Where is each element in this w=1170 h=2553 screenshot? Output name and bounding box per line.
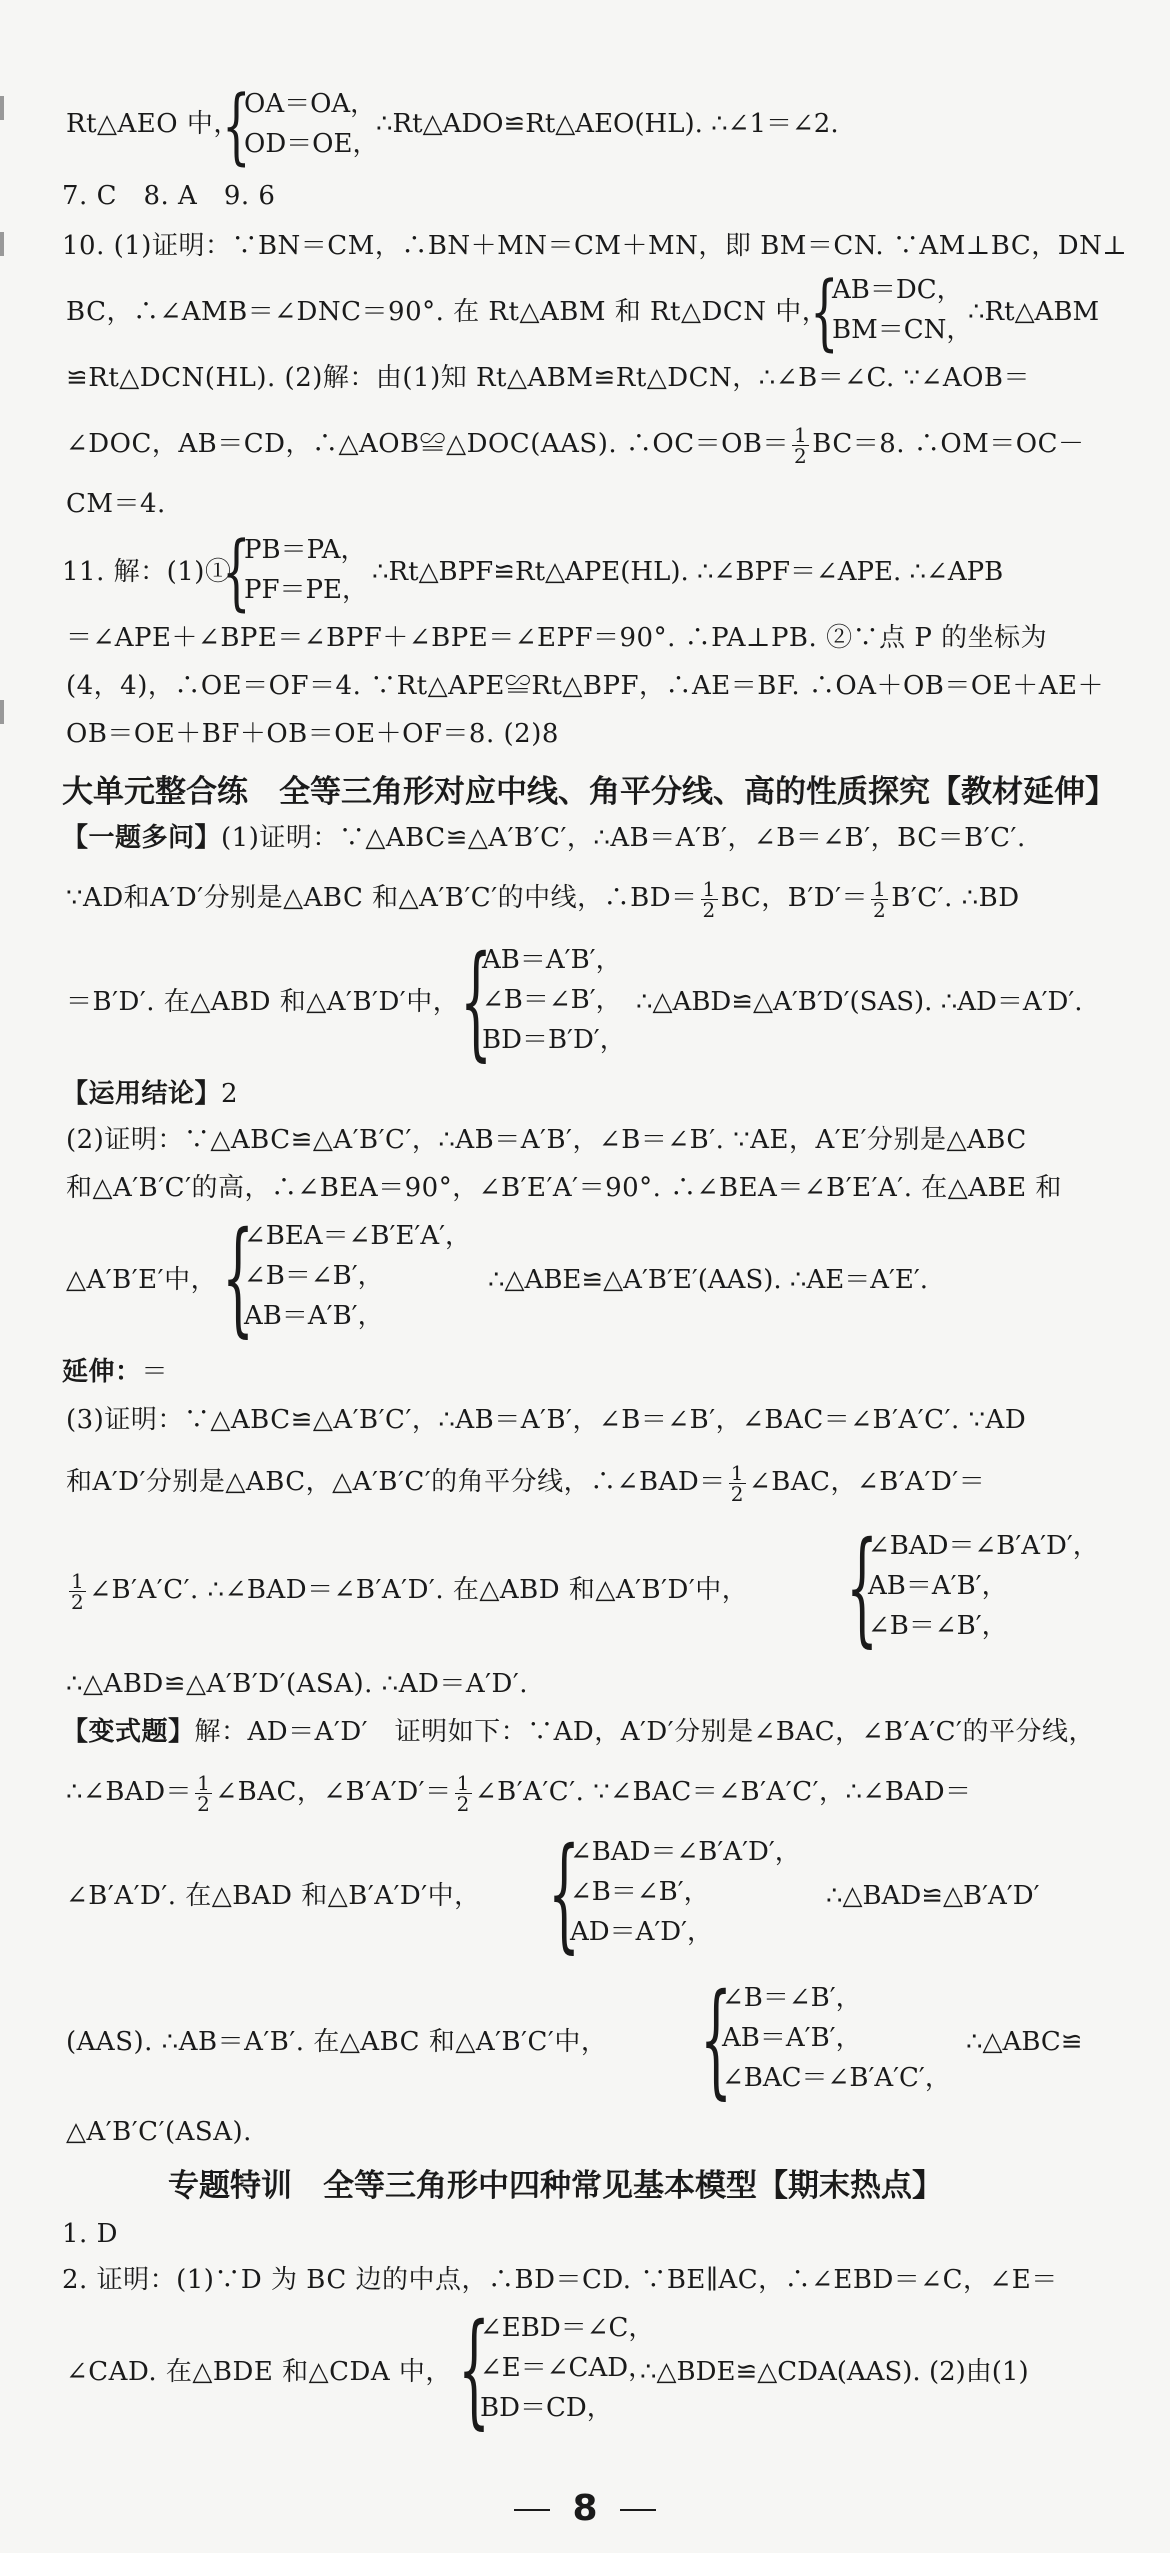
- system-row: OD＝OE，: [244, 129, 379, 159]
- system-row: ∠EBD＝∠C，: [480, 2313, 655, 2343]
- answer-line: 【一题多问】(1)证明：∵△ABC≌△A′B′C′，∴AB＝A′B′，∠B＝∠B′，BC＝B′C′.: [62, 823, 1026, 853]
- answer-line: ∴△ABE≌△A′B′E′(AAS). ∴AE＝A′E′.: [488, 1265, 929, 1295]
- answer-line: ＝∠APE＋∠BPE＝∠BPF＋∠BPE＝∠EPF＝90°. ∴PA⊥PB. ②∵点 P 的坐标为: [66, 623, 1048, 653]
- answer-line: ∠DOC，AB＝CD，∴△AOB≌△DOC(AAS). ∴OC＝OB＝ $\frac{1}{2}$ BC＝8. ∴OM＝OC－: [66, 422, 1085, 468]
- answer-line: 11. 解：(1)①: [62, 557, 232, 587]
- answer-line: 和A′D′分别是△ABC，△A′B′C′的角平分线，∴∠BAD＝ $\frac{1}{2}$ ∠BAC，∠B′A′D′＝: [66, 1460, 986, 1506]
- system-row: ∠BAC＝∠B′A′C′，: [722, 2063, 951, 2093]
- fraction: $\frac{1}{2}$: [730, 1460, 744, 1506]
- answer-line: BC，∴∠AMB＝∠DNC＝90°. 在 Rt△ABM 和 Rt△DCN 中，: [66, 297, 829, 327]
- section-heading: 大单元整合练 全等三角形对应中线、角平分线、高的性质探究【教材延伸】: [62, 774, 1116, 810]
- system-row: PB＝PA，: [244, 535, 367, 565]
- answer-line: ∴△BAD≌△B′A′D′: [826, 1881, 1040, 1911]
- system-row: AB＝A′B′，: [868, 1571, 1008, 1601]
- answer-line: OB＝OE＋BF＋OB＝OE＋OF＝8. (2)8: [66, 719, 559, 749]
- answer-line: ∴△ABD≌△A′B′D′(ASA). ∴AD＝A′D′.: [66, 1669, 529, 1699]
- system-row: ∠E＝∠CAD，: [480, 2353, 655, 2383]
- answer-line: 【运用结论】2: [62, 1079, 239, 1109]
- answer-line: ∠CAD. 在△BDE 和△CDA 中，: [66, 2357, 452, 2387]
- system-row: AB＝A′B′，: [482, 945, 622, 975]
- system-row: ∠B＝∠B′，: [570, 1877, 710, 1907]
- system-row: AB＝A′B′，: [244, 1301, 384, 1331]
- page-edge-mark: [0, 232, 4, 256]
- answer-line: ∴∠BAD＝ $\frac{1}{2}$ ∠BAC，∠B′A′D′＝ $\frac{1}{2}$ ∠B′A′C′. ∵∠BAC＝∠B′A′C′，∴∠BAD＝: [66, 1770, 972, 1816]
- fraction: $\frac{1}{2}$: [71, 1568, 85, 1614]
- answer-line: 7. C 8. A 9. 6: [62, 181, 276, 211]
- answer-line: 10. (1)证明：∵BN＝CM，∴BN＋MN＝CM＋MN，即 BM＝CN. ∵AM⊥BC，DN⊥: [62, 231, 1128, 261]
- system-row: BD＝CD，: [480, 2393, 613, 2423]
- answer-line: ∴Rt△BPF≌Rt△APE(HL). ∴∠BPF＝∠APE. ∴∠APB: [372, 557, 1004, 587]
- answer-line: ∠B′A′D′. 在△BAD 和△B′A′D′中，: [66, 1881, 481, 1911]
- answer-line: △A′B′E′中，: [66, 1265, 218, 1295]
- answer-line: 2. 证明：(1)∵D 为 BC 边的中点，∴BD＝CD. ∵BE∥AC，∴∠EBD＝∠C，∠E＝: [62, 2265, 1058, 2295]
- answer-line: 延伸：＝: [62, 1357, 169, 1387]
- system-row: PF＝PE，: [244, 575, 369, 605]
- system-row: OA＝OA，: [244, 89, 377, 119]
- system-row: AB＝DC，: [832, 275, 963, 305]
- system-row: ∠B＝∠B′，: [244, 1261, 384, 1291]
- answer-line: CM＝4.: [66, 489, 166, 519]
- answer-page: Rt△AEO 中， { OA＝OA， OD＝OE， ∴Rt△ADO≌Rt△AEO(HL). ∴∠1＝∠2. 7. C 8. A 9. 6 10. (1)证明：∵BN＝CM，∴BN＋MN＝CM＋MN，即 BM＝CN. ∵AM⊥BC，DN⊥ BC，∴∠AMB＝∠DNC＝90°. 在 Rt△ABM 和 Rt△DCN 中， { AB＝DC， BM＝CN， ∴Rt△ABM ≌Rt△DCN(HL). (2)解：由(1)知 Rt△ABM≌Rt△DCN，∴∠B＝∠C. ∵∠AOB＝ ∠DOC，AB＝CD，∴△AOB≌△DOC(AAS). ∴OC＝OB＝ $\frac{1}{2}$ BC＝8. ∴OM＝OC－ CM＝4. 11. 解：(1)① { PB＝PA， PF＝PE， ∴Rt△BPF≌Rt△APE(HL). ∴∠BPF＝∠APE. ∴∠APB ＝∠APE＋∠BPE＝∠BPF＋∠BPE＝∠EPF＝90°. ∴PA⊥PB. ②∵点 P 的坐标为 (4，4)，∴OE＝OF＝4. ∵Rt△APE≌Rt△BPF，∴AE＝BF. ∴OA＋OB＝OE＋AE＋ OB＝OE＋BF＋OB＝OE＋OF＝8. (2)8 大单元整合练 全等三角形对应中线、角平分线、高的性质探究【教材延伸】 【一题多问】(1)证明：∵△ABC≌△A′B′C′，∴AB＝A′B′，∠B＝∠B′，BC＝B′C′. ∵AD和A′D′分别是△ABC 和△A′B′C′的中线，∴BD＝ $\frac{1}{2}$ BC，B′D′＝ $\frac{1}{2}$ B′C′. ∴BD ＝B′D′. 在△ABD 和△A′B′D′中， { AB＝A′B′， ∠B＝∠B′， BD＝B′D′， ∴△ABD≌△A′B′D′(SAS). ∴AD＝A′D′. 【运用结论】2 (2)证明：∵△ABC≌△A′B′C′，∴AB＝A′B′，∠B＝∠B′. ∵AE，A′E′分别是△ABC 和△A′B′C′的高，∴∠BEA＝90°，∠B′E′A′＝90°. ∴∠BEA＝∠B′E′A′. 在△ABE 和 △A′B′E′中， { ∠BEA＝∠B′E′A′， ∠B＝∠B′， AB＝A′B′， ∴△ABE≌△A′B′E′(AAS). ∴AE＝A′E′. 延伸：＝ (3)证明：∵△ABC≌△A′B′C′，∴AB＝A′B′，∠B＝∠B′，∠BAC＝∠B′A′C′. ∵AD 和A′D′分别是△ABC，△A′B′C′的角平分线，∴∠BAD＝ $\frac{1}{2}$ ∠BAC，∠B′A′D′＝ $\frac{1}{2}$ ∠B′A′C′. ∴∠BAD＝∠B′A′D′. 在△ABD 和△A′B′D′中， { ∠BAD＝∠B′A′D′， AB＝A′B′， ∠B＝∠B′， ∴△ABD≌△A′B′D′(ASA). ∴AD＝A′D′. 【变式题】解：AD＝A′D′ 证明如下：∵AD，A′D′分别是∠BAC，∠B′A′C′的平分线， ∴∠BAD＝ $\frac{1}{2}$ ∠BAC，∠B′A′D′＝ $\frac{1}{2}$ ∠B′A′C′. ∵∠BAC＝∠B′A′C′，∴∠BAD＝ ∠B′A′D′. 在△BAD 和△B′A′D′中， { ∠BAD＝∠B′A′D′， ∠B＝∠B′， AD＝A′D′， ∴△BAD≌△B′A′D′ (AAS). ∴AB＝A′B′. 在△ABC 和△A′B′C′中， { ∠B＝∠B′， AB＝A′B′， ∠BAC＝∠B′A′C′， ∴△ABC≌ △A′B′C′(ASA). 专题特训 全等三角形中四种常见基本模型【期末热点】 1. D 2. 证明：(1)∵D 为 BC 边的中点，∴BD＝CD. ∵BE∥AC，∴∠EBD＝∠C，∠E＝ ∠CAD. 在△BDE 和△CDA 中， { ∠EBD＝∠C， ∠E＝∠CAD， BD＝CD， ∴△BDE≌△CDA(AAS). (2)由(1) 8: [0, 0, 1170, 2553]
- answer-line: ∴△ABC≌: [966, 2027, 1083, 2057]
- answer-line: ∴Rt△ABM: [968, 297, 1100, 327]
- system-row: ∠BAD＝∠B′A′D′，: [570, 1837, 801, 1867]
- system-row: ∠B＝∠B′，: [868, 1611, 1008, 1641]
- answer-line: ∵AD和A′D′分别是△ABC 和△A′B′C′的中线，∴BD＝ $\frac{1}{2}$ BC，B′D′＝ $\frac{1}{2}$ B′C′. ∴BD: [66, 876, 1020, 922]
- answer-line: 1. D: [62, 2219, 118, 2249]
- answer-line: (3)证明：∵△ABC≌△A′B′C′，∴AB＝A′B′，∠B＝∠B′，∠BAC＝∠B′A′C′. ∵AD: [66, 1405, 1027, 1435]
- system-row: ∠B＝∠B′，: [722, 1983, 862, 2013]
- fraction: $\frac{1}{2}$: [873, 876, 887, 922]
- answer-line: (AAS). ∴AB＝A′B′. 在△ABC 和△A′B′C′中，: [66, 2027, 608, 2057]
- system-row: AB＝A′B′，: [722, 2023, 862, 2053]
- answer-line: Rt△AEO 中，: [66, 109, 240, 139]
- page-edge-mark: [0, 96, 4, 120]
- system-row: BD＝B′D′，: [482, 1025, 626, 1055]
- fraction: $\frac{1}{2}$: [197, 1770, 211, 1816]
- answer-line: ≌Rt△DCN(HL). (2)解：由(1)知 Rt△ABM≌Rt△DCN，∴∠B＝∠C. ∵∠AOB＝: [66, 363, 1031, 393]
- system-row: ∠BAD＝∠B′A′D′，: [868, 1531, 1099, 1561]
- answer-line: 和△A′B′C′的高，∴∠BEA＝90°，∠B′E′A′＝90°. ∴∠BEA＝∠B′E′A′. 在△ABE 和: [66, 1173, 1062, 1203]
- fraction: $\frac{1}{2}$: [702, 876, 716, 922]
- answer-line: △A′B′C′(ASA).: [66, 2117, 252, 2147]
- fraction: $\frac{1}{2}$: [456, 1770, 470, 1816]
- page-edge-mark: [0, 700, 4, 724]
- system-row: ∠BEA＝∠B′E′A′，: [244, 1221, 472, 1251]
- system-row: ∠B＝∠B′，: [482, 985, 622, 1015]
- answer-line: $\frac{1}{2}$ ∠B′A′C′. ∴∠BAD＝∠B′A′D′. 在△ABD 和△A′B′D′中，: [71, 1568, 749, 1614]
- answer-line: 【变式题】解：AD＝A′D′ 证明如下：∵AD，A′D′分别是∠BAC，∠B′A′C′的平分线，: [62, 1717, 1095, 1747]
- system-row: BM＝CN，: [832, 315, 973, 345]
- section-heading: 专题特训 全等三角形中四种常见基本模型【期末热点】: [168, 2168, 943, 2204]
- system-row: AD＝A′D′，: [570, 1917, 714, 1947]
- fraction: $\frac{1}{2}$: [794, 422, 808, 468]
- answer-line: (4，4)，∴OE＝OF＝4. ∵Rt△APE≌Rt△BPF，∴AE＝BF. ∴OA＋OB＝OE＋AE＋: [66, 671, 1104, 701]
- page-number: 8: [0, 2488, 1170, 2529]
- answer-line: ＝B′D′. 在△ABD 和△A′B′D′中，: [66, 987, 460, 1017]
- answer-line: ∴△BDE≌△CDA(AAS). (2)由(1): [640, 2357, 1029, 2387]
- answer-line: ∴Rt△ADO≌Rt△AEO(HL). ∴∠1＝∠2.: [376, 109, 839, 139]
- answer-line: ∴△ABD≌△A′B′D′(SAS). ∴AD＝A′D′.: [636, 987, 1083, 1017]
- answer-line: (2)证明：∵△ABC≌△A′B′C′，∴AB＝A′B′，∠B＝∠B′. ∵AE，A′E′分别是△ABC: [66, 1125, 1027, 1155]
